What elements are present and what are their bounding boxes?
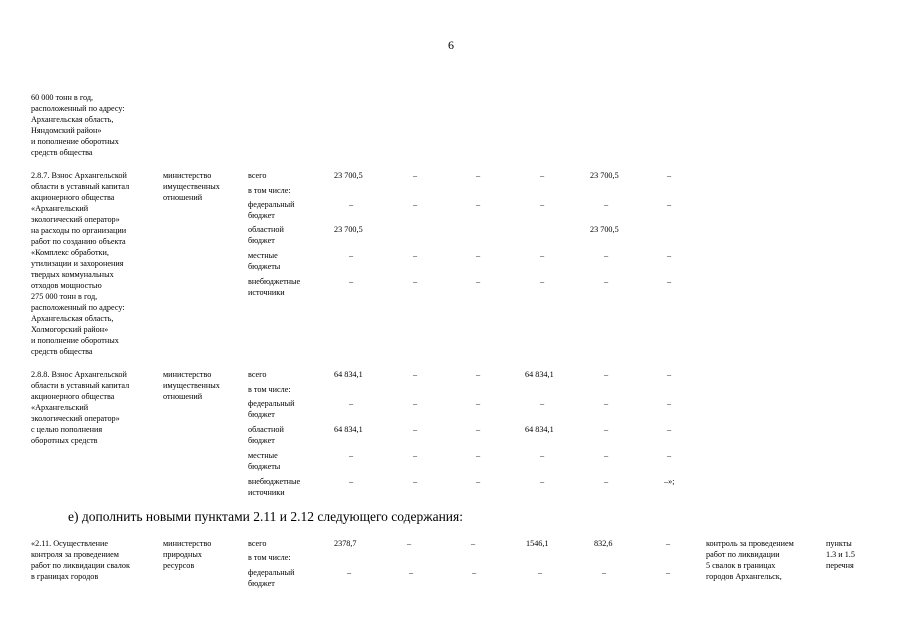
item-desc-line: средств общества bbox=[31, 347, 93, 356]
value-cell: – bbox=[604, 200, 609, 209]
value-cell: – bbox=[476, 451, 481, 460]
points-line: перечня bbox=[826, 561, 854, 570]
value-cell: – bbox=[413, 200, 418, 209]
value-cell: – bbox=[472, 568, 477, 577]
row-label: источники bbox=[248, 488, 285, 497]
value-cell: – bbox=[667, 370, 672, 379]
value-cell: – bbox=[476, 277, 481, 286]
item-desc-line: оборотных средств bbox=[31, 436, 98, 445]
value-cell: – bbox=[540, 477, 545, 486]
value-cell: – bbox=[667, 171, 672, 180]
row-label: в том числе: bbox=[248, 385, 291, 394]
item-desc-line: акционерного общества bbox=[31, 392, 115, 401]
value-cell: 23 700,5 bbox=[334, 225, 363, 234]
value-cell: 64 834,1 bbox=[525, 370, 554, 379]
row-label: внебюджетные bbox=[248, 277, 301, 286]
text-line: Няндомский район» bbox=[31, 126, 102, 135]
row-label: федеральный bbox=[248, 568, 295, 577]
value-cell: – bbox=[604, 399, 609, 408]
item-desc-line: 2.8.7. Взнос Архангельской bbox=[31, 171, 127, 180]
value-cell: – bbox=[540, 200, 545, 209]
result-line: 5 свалок в границах bbox=[706, 561, 776, 570]
value-cell: – bbox=[349, 251, 354, 260]
item-desc-line: в границах городов bbox=[31, 572, 99, 581]
value-cell: – bbox=[666, 539, 671, 548]
value-cell: – bbox=[667, 451, 672, 460]
item-desc-line: области в уставный капитал bbox=[31, 182, 130, 191]
points-line: 1.3 и 1.5 bbox=[826, 550, 855, 559]
value-cell: – bbox=[667, 425, 672, 434]
value-cell: – bbox=[604, 370, 609, 379]
item-desc-line: твердых коммунальных bbox=[31, 270, 114, 279]
value-cell: – bbox=[538, 568, 543, 577]
item-desc-line: на расходы по организации bbox=[31, 226, 127, 235]
item-desc-line: и пополнение оборотных bbox=[31, 336, 119, 345]
org-line: природных bbox=[163, 550, 202, 559]
org-line: отношений bbox=[163, 193, 203, 202]
row-label: местные bbox=[248, 251, 278, 260]
value-cell: – bbox=[604, 277, 609, 286]
result-line: контроль за проведением bbox=[706, 539, 794, 548]
value-cell: – bbox=[349, 277, 354, 286]
row-label: в том числе: bbox=[248, 553, 291, 562]
value-cell: – bbox=[413, 425, 418, 434]
value-cell: – bbox=[540, 277, 545, 286]
item-desc-line: 275 000 тонн в год, bbox=[31, 292, 98, 301]
row-label: бюджеты bbox=[248, 262, 281, 271]
value-cell: – bbox=[604, 251, 609, 260]
value-cell: – bbox=[667, 251, 672, 260]
text-line: 60 000 тонн в год, bbox=[31, 93, 94, 102]
value-cell: – bbox=[476, 399, 481, 408]
value-cell: – bbox=[476, 200, 481, 209]
value-cell: – bbox=[476, 171, 481, 180]
value-cell: – bbox=[667, 277, 672, 286]
value-cell: – bbox=[347, 568, 352, 577]
row-label: бюджет bbox=[248, 410, 275, 419]
item-desc-line: экологический оператор» bbox=[31, 215, 120, 224]
row-label: бюджет bbox=[248, 436, 275, 445]
item-desc-line: Холмогорский район» bbox=[31, 325, 109, 334]
row-label: бюджет bbox=[248, 211, 275, 220]
item-desc-line: «Комплекс обработки, bbox=[31, 248, 109, 257]
value-cell: – bbox=[540, 451, 545, 460]
value-cell: – bbox=[413, 477, 418, 486]
value-cell: 64 834,1 bbox=[525, 425, 554, 434]
org-line: министерство bbox=[163, 370, 212, 379]
value-cell: – bbox=[413, 451, 418, 460]
points-line: пункты bbox=[826, 539, 852, 548]
item-desc-line: расположенный по адресу: bbox=[31, 303, 125, 312]
value-cell: – bbox=[540, 251, 545, 260]
value-cell: – bbox=[471, 539, 476, 548]
org-line: министерство bbox=[163, 539, 212, 548]
value-cell: – bbox=[604, 477, 609, 486]
org-line: министерство bbox=[163, 171, 212, 180]
text-line: и пополнение оборотных bbox=[31, 137, 119, 146]
org-line: отношений bbox=[163, 392, 203, 401]
item-desc-line: Архангельская область, bbox=[31, 314, 114, 323]
section-heading: е) дополнить новыми пунктами 2.11 и 2.12 следующего содержания: bbox=[68, 509, 463, 524]
value-cell: – bbox=[349, 399, 354, 408]
item-desc-line: утилизации и захоронения bbox=[31, 259, 124, 268]
row-label: в том числе: bbox=[248, 186, 291, 195]
value-cell: 832,6 bbox=[594, 539, 613, 548]
value-cell: – bbox=[413, 251, 418, 260]
value-cell: – bbox=[349, 477, 354, 486]
value-cell: – bbox=[413, 171, 418, 180]
item-desc-line: экологический оператор» bbox=[31, 414, 120, 423]
value-cell: 64 834,1 bbox=[334, 370, 363, 379]
value-cell: 23 700,5 bbox=[590, 171, 619, 180]
row-label: местные bbox=[248, 451, 278, 460]
row-label: всего bbox=[248, 370, 267, 379]
org-line: ресурсов bbox=[163, 561, 195, 570]
row-label: источники bbox=[248, 288, 285, 297]
item-desc-line: отходов мощностью bbox=[31, 281, 102, 290]
value-cell: – bbox=[476, 425, 481, 434]
row-label: бюджет bbox=[248, 579, 275, 588]
value-cell: 1546,1 bbox=[526, 539, 549, 548]
value-cell: – bbox=[540, 171, 545, 180]
value-cell: 64 834,1 bbox=[334, 425, 363, 434]
value-cell: – bbox=[476, 251, 481, 260]
value-cell: 23 700,5 bbox=[590, 225, 619, 234]
org-line: имущественных bbox=[163, 182, 220, 191]
org-line: имущественных bbox=[163, 381, 220, 390]
row-label: всего bbox=[248, 539, 267, 548]
value-cell: – bbox=[667, 200, 672, 209]
item-desc-line: контроля за проведением bbox=[31, 550, 119, 559]
row-label: бюджет bbox=[248, 236, 275, 245]
text-line: расположенный по адресу: bbox=[31, 104, 125, 113]
value-cell: – bbox=[476, 370, 481, 379]
value-cell: – bbox=[413, 277, 418, 286]
value-cell: – bbox=[602, 568, 607, 577]
value-cell: 23 700,5 bbox=[334, 171, 363, 180]
item-desc-line: «Архангельский bbox=[31, 403, 89, 412]
value-cell: – bbox=[476, 477, 481, 486]
row-label: всего bbox=[248, 171, 267, 180]
row-label: внебюджетные bbox=[248, 477, 301, 486]
value-cell: – bbox=[604, 451, 609, 460]
row-label: бюджеты bbox=[248, 462, 281, 471]
value-cell: – bbox=[349, 451, 354, 460]
item-desc-line: области в уставный капитал bbox=[31, 381, 130, 390]
value-cell: –»; bbox=[664, 477, 675, 486]
text-line: средств общества bbox=[31, 148, 93, 157]
value-cell: – bbox=[413, 370, 418, 379]
row-label: областной bbox=[248, 425, 284, 434]
text-line: Архангельская область, bbox=[31, 115, 114, 124]
item-desc-line: «Архангельский bbox=[31, 204, 89, 213]
item-desc-line: с целью пополнения bbox=[31, 425, 103, 434]
item-desc-line: «2.11. Осуществление bbox=[31, 539, 108, 548]
value-cell: – bbox=[409, 568, 414, 577]
item-desc-line: 2.8.8. Взнос Архангельской bbox=[31, 370, 127, 379]
value-cell: – bbox=[407, 539, 412, 548]
row-label: федеральный bbox=[248, 399, 295, 408]
result-line: работ по ликвидации bbox=[706, 550, 780, 559]
item-desc-line: работ по ликвидации свалок bbox=[31, 561, 130, 570]
result-line: городов Архангельск, bbox=[706, 572, 782, 581]
row-label: федеральный bbox=[248, 200, 295, 209]
page-number: 6 bbox=[448, 38, 454, 52]
value-cell: – bbox=[349, 200, 354, 209]
value-cell: – bbox=[604, 425, 609, 434]
value-cell: 2378,7 bbox=[334, 539, 357, 548]
item-desc-line: работ по созданию объекта bbox=[31, 237, 126, 246]
value-cell: – bbox=[413, 399, 418, 408]
row-label: областной bbox=[248, 225, 284, 234]
item-desc-line: акционерного общества bbox=[31, 193, 115, 202]
value-cell: – bbox=[540, 399, 545, 408]
value-cell: – bbox=[667, 399, 672, 408]
value-cell: – bbox=[666, 568, 671, 577]
